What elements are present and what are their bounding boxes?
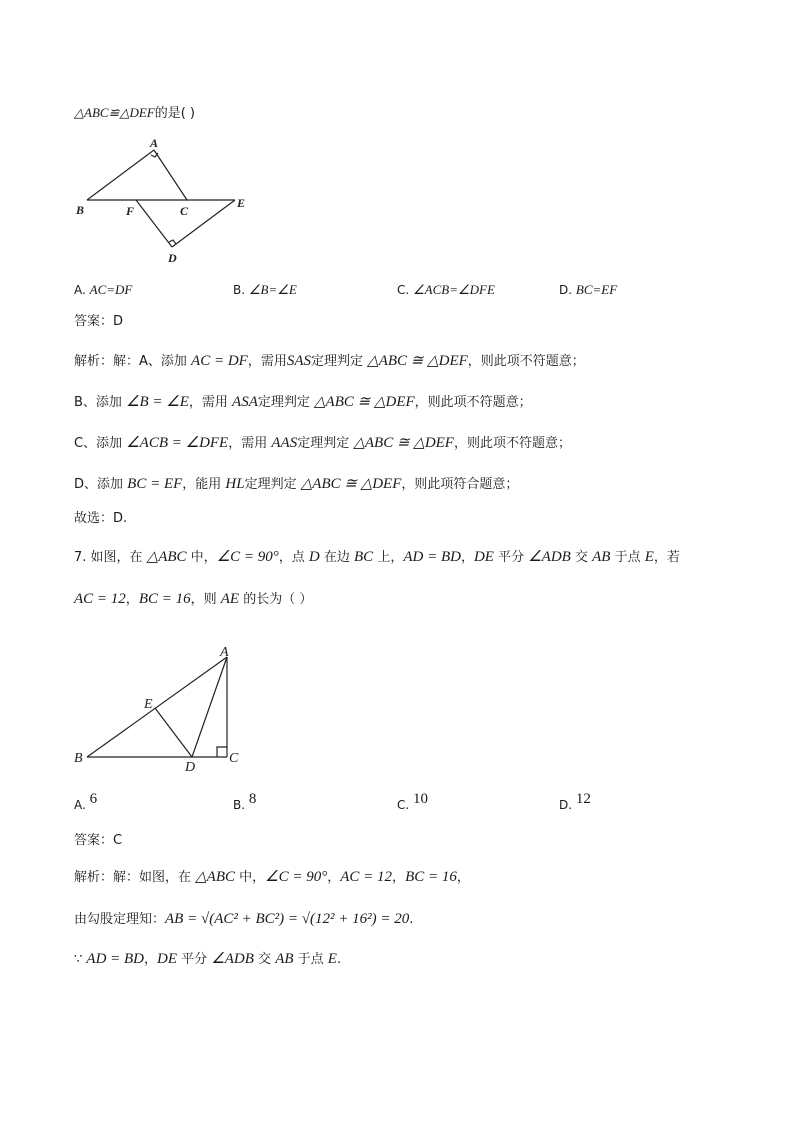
analysis-math: AC = 12 — [340, 869, 393, 885]
analysis-text: C、添加 — [74, 436, 127, 451]
q6-conclusion: 故选：D. — [74, 511, 128, 526]
analysis-math: AD = BD — [86, 951, 145, 967]
analysis-math: AB — [275, 951, 294, 967]
analysis-math: E — [327, 951, 337, 967]
stem-text: 7. 如图，在 — [74, 550, 147, 565]
analysis-text: D、添加 — [74, 477, 128, 492]
stem-math: BC — [354, 549, 374, 565]
analysis-math: ∠ADB — [211, 951, 254, 967]
q6-label-d: D — [168, 251, 177, 265]
analysis-math: △ABC ≅ △DEF — [300, 476, 402, 492]
analysis-math: BC = 16 — [405, 869, 457, 885]
q6-right-angle-d — [169, 240, 176, 244]
q6-option-b-letter: B. — [233, 283, 246, 297]
analysis-text: 平分 — [177, 952, 212, 967]
q6-analysis-line-c — [74, 434, 571, 453]
analysis-text: 解析：解：A、添加 — [74, 354, 192, 369]
q7-option-a-value: 6 — [89, 791, 98, 807]
q6-label-f: F — [126, 204, 135, 218]
analysis-text: ，需用 — [228, 436, 272, 451]
q7-segment-ba — [87, 657, 227, 757]
q7-label-e: E — [144, 697, 153, 712]
analysis-text: 于点 — [293, 952, 328, 967]
stem-text: 中， — [186, 550, 217, 565]
q6-option-d-letter: D. — [559, 283, 573, 297]
analysis-text: ， — [392, 870, 406, 885]
analysis-text: . — [336, 952, 342, 967]
q6-segment-ac — [154, 150, 187, 200]
analysis-text: 定理判定 — [311, 354, 368, 369]
analysis-math: △ABC — [195, 869, 236, 885]
q6-stem — [74, 104, 195, 123]
q7-stem-line-2 — [74, 590, 312, 609]
analysis-text: ， — [144, 952, 158, 967]
stem-math: AB — [592, 549, 611, 565]
q7-option-c-letter: C. — [397, 798, 410, 812]
stem-text: ， — [460, 550, 474, 565]
q6-stem-math: △ABC≌△DEF — [74, 105, 155, 120]
analysis-math: HL — [225, 476, 245, 492]
q6-analysis-line-d — [74, 475, 518, 494]
q7-segment-ad — [192, 657, 227, 757]
analysis-math: △ABC ≅ △DEF — [314, 394, 415, 410]
analysis-math: AB = √(AC² + BC²) = √(12² + 16²) = 20 — [165, 911, 410, 927]
q7-option-b-letter: B. — [233, 798, 246, 812]
analysis-math: BC = EF — [127, 476, 183, 492]
stem-math: AE — [220, 591, 240, 607]
q6-label-b: B — [76, 203, 85, 217]
stem-math: AD = BD — [403, 549, 461, 565]
analysis-text: 由勾股定理知： — [74, 912, 166, 927]
q7-label-d: D — [185, 760, 196, 775]
analysis-text: . — [409, 912, 414, 927]
analysis-math: AAS — [271, 435, 298, 451]
q7-figure — [70, 640, 250, 775]
q6-right-angle-a — [151, 153, 158, 157]
q7-option-a-letter: A. — [74, 798, 86, 812]
analysis-text: ，则此项不符题意； — [414, 395, 532, 410]
stem-math: DE — [473, 549, 494, 565]
q7-option-b-value: 8 — [248, 791, 257, 807]
stem-math: △ABC — [146, 549, 187, 565]
q6-option-c-text: ∠ACB=∠DFE — [413, 282, 495, 297]
analysis-text: 交 — [253, 952, 276, 967]
analysis-text: ，则此项不符题意； — [467, 354, 585, 369]
analysis-math: △ABC ≅ △DEF — [353, 435, 454, 451]
q6-analysis-line-b — [74, 393, 532, 412]
q6-answer: 答案：D — [74, 314, 124, 329]
stem-text: 在边 — [319, 550, 355, 565]
analysis-text: ， — [327, 870, 341, 885]
analysis-math: ∠B = ∠E — [126, 394, 189, 410]
stem-text: 于点 — [610, 550, 645, 565]
q6-option-d — [559, 282, 617, 298]
stem-text: 交 — [570, 550, 593, 565]
q6-label-c: C — [180, 204, 189, 218]
analysis-math: DE — [157, 951, 178, 967]
q7-option-d — [559, 791, 591, 814]
analysis-text: ，则此项不符题意； — [453, 436, 571, 451]
analysis-math: ∠C = 90° — [265, 869, 328, 885]
stem-math: D — [308, 549, 320, 565]
stem-math: ∠ADB — [528, 549, 571, 565]
analysis-text: 中， — [235, 870, 266, 885]
analysis-math: △ABC ≅ △DEF — [367, 353, 468, 369]
q7-label-b: B — [74, 751, 83, 766]
q7-answer: 答案：C — [74, 833, 123, 848]
analysis-math: ∠ACB = ∠DFE — [126, 435, 229, 451]
q6-option-d-text: BC=EF — [575, 282, 618, 297]
q6-option-c — [397, 282, 495, 298]
analysis-text: ，则此项符合题意； — [401, 477, 519, 492]
q7-option-a — [74, 791, 98, 814]
analysis-text: ，需用 — [188, 395, 233, 410]
q7-label-c: C — [229, 751, 239, 766]
analysis-text: 定理判定 — [297, 436, 354, 451]
stem-math: AC = 12 — [74, 591, 126, 607]
q6-label-e: E — [237, 196, 246, 210]
q6-option-a-text: AC=DF — [89, 282, 133, 297]
q6-stem-text: 的是( ) — [154, 106, 195, 121]
q7-stem-line-1 — [74, 548, 680, 567]
analysis-text: ∵ — [74, 952, 87, 967]
q6-analysis-line-a — [74, 352, 585, 371]
q6-option-b — [233, 282, 297, 298]
q6-option-b-text: ∠B=∠E — [248, 282, 297, 297]
analysis-text: 定理判定 — [257, 395, 315, 410]
stem-math: ∠C = 90° — [216, 549, 279, 565]
q7-option-d-value: 12 — [575, 791, 591, 807]
stem-text: 的长为（ ） — [239, 592, 313, 607]
stem-text: 上， — [373, 550, 404, 565]
stem-math: BC = 16 — [138, 591, 191, 607]
q6-option-c-letter: C. — [397, 283, 410, 297]
q7-option-c-value: 10 — [413, 791, 429, 807]
analysis-text: 定理判定 — [244, 477, 301, 492]
q7-analysis-line-3 — [74, 950, 341, 969]
q7-option-c — [397, 791, 429, 814]
analysis-math: SAS — [286, 353, 312, 369]
analysis-text: B、添加 — [74, 395, 127, 410]
q7-right-angle-c — [217, 747, 227, 757]
stem-text: ， — [125, 592, 139, 607]
q7-segment-de — [155, 708, 192, 757]
q7-analysis-line-2 — [74, 910, 413, 929]
q6-figure — [70, 135, 260, 265]
analysis-text: ， — [456, 870, 470, 885]
q7-option-b — [233, 791, 257, 814]
q7-label-a: A — [220, 645, 229, 660]
stem-math: E — [644, 549, 654, 565]
q7-analysis-line-1 — [74, 868, 470, 887]
analysis-math: ASA — [232, 394, 258, 410]
stem-text: ，点 — [278, 550, 309, 565]
stem-text: ，若 — [653, 550, 680, 565]
analysis-math: AC = DF — [191, 353, 248, 369]
analysis-text: ，需用 — [247, 354, 287, 369]
analysis-text: ，能用 — [182, 477, 226, 492]
q6-option-a-letter: A. — [74, 283, 86, 297]
analysis-text: 解析：解：如图，在 — [74, 870, 196, 885]
q6-segment-ba — [87, 150, 154, 200]
q6-label-a: A — [150, 136, 159, 150]
q6-segment-fd — [136, 200, 172, 247]
q6-option-a — [74, 282, 132, 298]
q7-option-d-letter: D. — [559, 798, 573, 812]
stem-text: ，则 — [190, 592, 221, 607]
stem-text: 平分 — [493, 550, 529, 565]
